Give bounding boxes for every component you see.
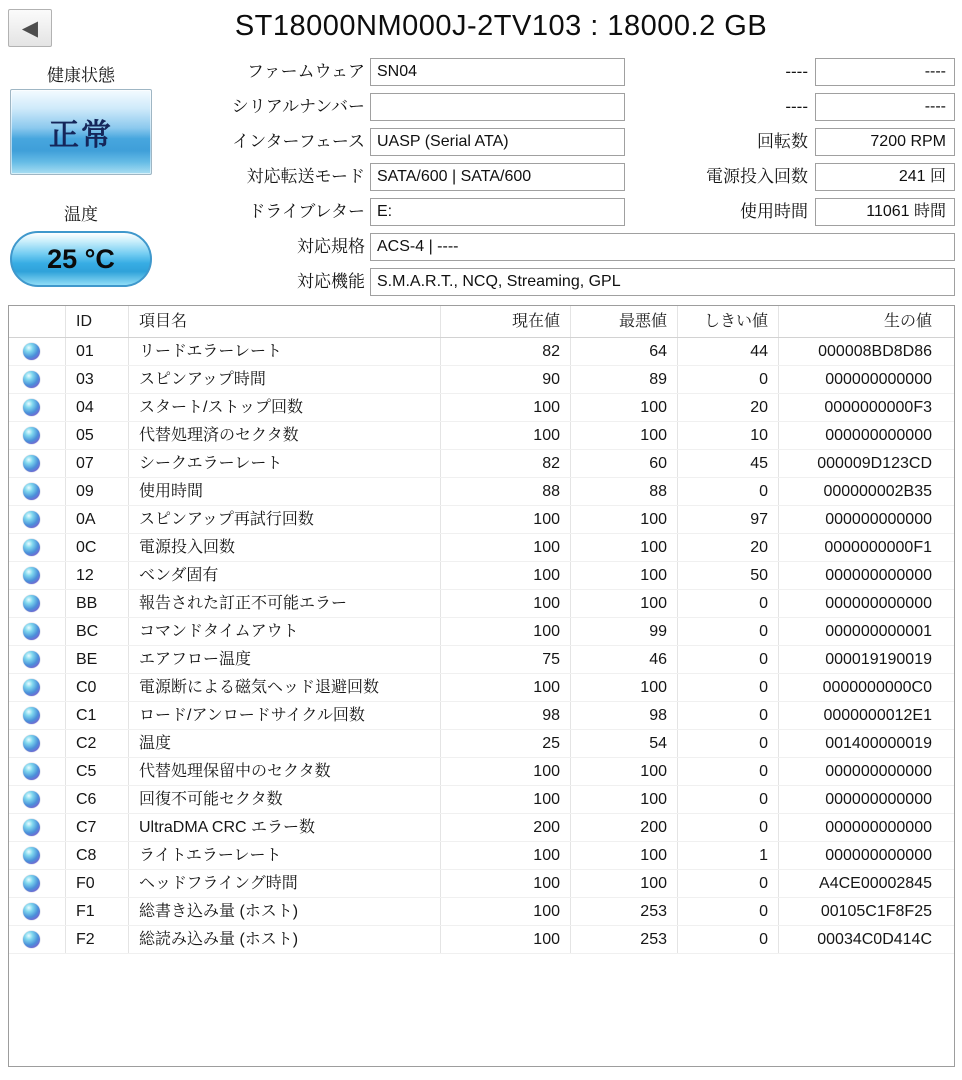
attr-current: 100 <box>441 842 571 869</box>
header-current: 現在値 <box>441 306 571 337</box>
attr-worst: 98 <box>571 702 678 729</box>
attr-raw: 000000000000 <box>825 567 932 584</box>
smart-table-row[interactable] <box>9 674 954 702</box>
attr-threshold: 1 <box>678 842 779 869</box>
stat-field-label: ---- <box>785 97 808 116</box>
attr-threshold: 0 <box>678 814 779 841</box>
info-field-value[interactable]: S.M.A.R.T., NCQ, Streaming, GPL <box>370 268 955 296</box>
attr-current: 100 <box>441 562 571 589</box>
attr-threshold: 20 <box>678 534 779 561</box>
attr-current: 88 <box>441 478 571 505</box>
stat-field-value[interactable]: 7200 RPM <box>815 128 955 156</box>
attr-raw: 00105C1F8F25 <box>820 903 932 920</box>
attr-name: 総読み込み量 (ホスト) <box>129 926 441 953</box>
attr-current: 100 <box>441 422 571 449</box>
attr-raw: 0000000000F1 <box>824 539 932 556</box>
stat-field-value[interactable]: 11061 時間 <box>815 198 955 226</box>
attr-id: 09 <box>66 478 129 505</box>
status-dot-icon <box>23 819 40 836</box>
attr-name: ライトエラーレート <box>129 842 441 869</box>
attr-id: BC <box>66 618 129 645</box>
attr-threshold: 45 <box>678 450 779 477</box>
temperature-label: 温度 <box>64 205 98 224</box>
info-field-value[interactable]: UASP (Serial ATA) <box>370 128 625 156</box>
attr-raw: 000000000000 <box>825 791 932 808</box>
attr-raw: 000000000000 <box>825 763 932 780</box>
stat-field-row <box>630 198 955 226</box>
status-dot-icon <box>23 483 40 500</box>
attr-current: 100 <box>441 590 571 617</box>
smart-table-row[interactable] <box>9 506 954 534</box>
attr-name: 電源断による磁気ヘッド退避回数 <box>129 674 441 701</box>
attr-name: スピンアップ再試行回数 <box>129 506 441 533</box>
attr-current: 100 <box>441 674 571 701</box>
attr-name: 代替処理済のセクタ数 <box>129 422 441 449</box>
attr-raw: 000000002B35 <box>823 483 932 500</box>
attr-raw: 001400000019 <box>825 735 932 752</box>
smart-attribute-table <box>8 305 955 1067</box>
info-field-value[interactable] <box>370 93 625 121</box>
attr-threshold: 0 <box>678 618 779 645</box>
attr-threshold: 0 <box>678 478 779 505</box>
attr-current: 100 <box>441 758 571 785</box>
attr-id: F0 <box>66 870 129 897</box>
smart-table-row[interactable] <box>9 338 954 366</box>
status-dot-icon <box>23 903 40 920</box>
info-field-label: インターフェース <box>232 132 365 151</box>
attr-current: 82 <box>441 338 571 365</box>
status-dot-icon <box>23 511 40 528</box>
info-field-value[interactable]: SN04 <box>370 58 625 86</box>
attr-id: C6 <box>66 786 129 813</box>
status-dot-icon <box>23 623 40 640</box>
attr-name: ロード/アンロードサイクル回数 <box>129 702 441 729</box>
attr-threshold: 97 <box>678 506 779 533</box>
attr-threshold: 0 <box>678 590 779 617</box>
stat-field-row <box>630 58 955 86</box>
health-status-value: 正常 <box>49 119 113 152</box>
attr-id: 05 <box>66 422 129 449</box>
attr-worst: 253 <box>571 926 678 953</box>
back-button[interactable] <box>8 9 52 47</box>
attr-threshold: 0 <box>678 758 779 785</box>
smart-table-body <box>9 338 954 954</box>
stat-field-label: 電源投入回数 <box>706 167 808 186</box>
attr-raw: A4CE00002845 <box>819 875 932 892</box>
page-title: ST18000NM000J-2TV103 : 18000.2 GB <box>234 10 768 42</box>
attr-current: 100 <box>441 394 571 421</box>
stat-field-label: ---- <box>785 62 808 81</box>
attr-raw: 000000000000 <box>825 511 932 528</box>
attr-worst: 54 <box>571 730 678 757</box>
temperature-value: 25 °C <box>47 243 115 274</box>
attr-raw: 000000000000 <box>825 427 932 444</box>
attr-raw: 00034C0D414C <box>817 931 932 948</box>
attr-worst: 253 <box>571 898 678 925</box>
attr-threshold: 50 <box>678 562 779 589</box>
attr-name: スピンアップ時間 <box>129 366 441 393</box>
smart-table-row[interactable] <box>9 590 954 618</box>
stat-field-label: 回転数 <box>757 132 808 151</box>
attr-threshold: 0 <box>678 730 779 757</box>
status-dot-icon <box>23 763 40 780</box>
attr-threshold: 0 <box>678 646 779 673</box>
attr-id: BE <box>66 646 129 673</box>
attr-raw: 000000000000 <box>825 371 932 388</box>
attr-id: 12 <box>66 562 129 589</box>
attr-name: ヘッドフライング時間 <box>129 870 441 897</box>
attr-raw: 0000000000C0 <box>822 679 932 696</box>
smart-table-row[interactable] <box>9 562 954 590</box>
smart-table-row[interactable] <box>9 366 954 394</box>
attr-name: 報告された訂正不可能エラー <box>129 590 441 617</box>
stat-field-row <box>630 128 955 156</box>
stat-field-row <box>630 93 955 121</box>
health-status-button[interactable] <box>10 89 152 175</box>
attr-id: BB <box>66 590 129 617</box>
attr-current: 100 <box>441 870 571 897</box>
smart-table-row[interactable] <box>9 730 954 758</box>
attr-id: C5 <box>66 758 129 785</box>
header-threshold: しきい値 <box>678 306 779 337</box>
info-field-label: シリアルナンバー <box>231 97 365 116</box>
attr-id: 0C <box>66 534 129 561</box>
status-dot-icon <box>23 399 40 416</box>
attr-name: コマンドタイムアウト <box>129 618 441 645</box>
attr-worst: 100 <box>571 506 678 533</box>
attr-threshold: 0 <box>678 870 779 897</box>
smart-table-row[interactable] <box>9 926 954 954</box>
attr-name: UltraDMA CRC エラー数 <box>129 814 441 841</box>
status-dot-icon <box>23 931 40 948</box>
attr-worst: 100 <box>571 674 678 701</box>
smart-table-row[interactable] <box>9 618 954 646</box>
stat-field-value[interactable]: ---- <box>815 58 955 86</box>
attr-id: F2 <box>66 926 129 953</box>
smart-table-row[interactable] <box>9 758 954 786</box>
attr-current: 100 <box>441 786 571 813</box>
attr-worst: 99 <box>571 618 678 645</box>
info-field-value[interactable]: SATA/600 | SATA/600 <box>370 163 625 191</box>
attr-worst: 100 <box>571 534 678 561</box>
attr-name: シークエラーレート <box>129 450 441 477</box>
smart-table-row[interactable] <box>9 786 954 814</box>
attr-name: 電源投入回数 <box>129 534 441 561</box>
attr-current: 100 <box>441 618 571 645</box>
smart-table-row[interactable] <box>9 702 954 730</box>
attr-id: F1 <box>66 898 129 925</box>
attr-threshold: 0 <box>678 786 779 813</box>
attr-id: 03 <box>66 366 129 393</box>
attr-id: 07 <box>66 450 129 477</box>
smart-table-header <box>9 306 954 338</box>
attr-current: 100 <box>441 506 571 533</box>
smart-table-row[interactable] <box>9 422 954 450</box>
attr-worst: 100 <box>571 422 678 449</box>
attr-current: 100 <box>441 534 571 561</box>
attr-current: 100 <box>441 926 571 953</box>
attr-id: C8 <box>66 842 129 869</box>
attr-name: 総書き込み量 (ホスト) <box>129 898 441 925</box>
status-dot-icon <box>23 875 40 892</box>
header-raw: 生の値 <box>883 313 932 330</box>
status-dot-icon <box>23 595 40 612</box>
smart-table-row[interactable] <box>9 870 954 898</box>
attr-current: 100 <box>441 898 571 925</box>
info-field-label: 対応転送モード <box>246 167 365 186</box>
attr-current: 90 <box>441 366 571 393</box>
smart-table-row[interactable] <box>9 842 954 870</box>
stat-field-value[interactable]: 241 回 <box>815 163 955 191</box>
smart-table-row[interactable] <box>9 814 954 842</box>
status-dot-icon <box>23 455 40 472</box>
attr-worst: 64 <box>571 338 678 365</box>
info-field-label: ファームウェア <box>247 62 365 81</box>
header-worst: 最悪値 <box>571 306 678 337</box>
status-dot-icon <box>23 343 40 360</box>
status-dot-icon <box>23 847 40 864</box>
drive-stats-fields <box>630 58 955 233</box>
attr-name: ベンダ固有 <box>129 562 441 589</box>
attr-raw: 000000000000 <box>825 847 932 864</box>
attr-worst: 100 <box>571 562 678 589</box>
header-id: ID <box>66 306 129 337</box>
status-dot-icon <box>23 791 40 808</box>
attr-worst: 88 <box>571 478 678 505</box>
attr-raw: 000008BD8D86 <box>818 343 932 360</box>
info-field-value[interactable]: E: <box>370 198 625 226</box>
info-field-row <box>160 233 955 261</box>
attr-id: C2 <box>66 730 129 757</box>
stat-field-value[interactable]: ---- <box>815 93 955 121</box>
attr-name: エアフロー温度 <box>129 646 441 673</box>
stat-field-row <box>630 163 955 191</box>
attr-worst: 100 <box>571 590 678 617</box>
attr-id: 01 <box>66 338 129 365</box>
status-dot-icon <box>23 427 40 444</box>
attr-current: 98 <box>441 702 571 729</box>
smart-table-row[interactable] <box>9 394 954 422</box>
attr-current: 25 <box>441 730 571 757</box>
attr-id: 04 <box>66 394 129 421</box>
attr-raw: 000009D123CD <box>817 455 932 472</box>
attr-current: 200 <box>441 814 571 841</box>
attr-threshold: 0 <box>678 702 779 729</box>
attr-name: スタート/ストップ回数 <box>129 394 441 421</box>
attr-id: C1 <box>66 702 129 729</box>
attr-id: C0 <box>66 674 129 701</box>
smart-table-row[interactable] <box>9 646 954 674</box>
status-dot-icon <box>23 679 40 696</box>
attr-threshold: 44 <box>678 338 779 365</box>
attr-worst: 100 <box>571 394 678 421</box>
attr-raw: 0000000000F3 <box>824 399 932 416</box>
attr-raw: 000000000001 <box>825 623 932 640</box>
header-name: 項目名 <box>129 306 441 337</box>
attr-worst: 200 <box>571 814 678 841</box>
attr-raw: 0000000012E1 <box>823 707 932 724</box>
attr-current: 75 <box>441 646 571 673</box>
attr-name: 代替処理保留中のセクタ数 <box>129 758 441 785</box>
info-field-label: ドライブレター <box>248 202 365 221</box>
status-dot-icon <box>23 707 40 724</box>
attr-id: 0A <box>66 506 129 533</box>
status-dot-icon <box>23 567 40 584</box>
attr-worst: 100 <box>571 758 678 785</box>
status-dot-icon <box>23 735 40 752</box>
status-dot-icon <box>23 651 40 668</box>
attr-worst: 100 <box>571 786 678 813</box>
attr-threshold: 0 <box>678 898 779 925</box>
attr-current: 82 <box>441 450 571 477</box>
header-status-col <box>9 306 66 337</box>
attr-id: C7 <box>66 814 129 841</box>
status-dot-icon <box>23 371 40 388</box>
attr-threshold: 0 <box>678 926 779 953</box>
attr-worst: 100 <box>571 842 678 869</box>
attr-threshold: 20 <box>678 394 779 421</box>
smart-table-row[interactable] <box>9 450 954 478</box>
attr-worst: 100 <box>571 870 678 897</box>
attr-name: 使用時間 <box>129 478 441 505</box>
attr-threshold: 0 <box>678 674 779 701</box>
attr-name: 温度 <box>129 730 441 757</box>
attr-name: 回復不可能セクタ数 <box>129 786 441 813</box>
back-arrow-icon: ◀ <box>21 16 39 40</box>
stat-field-label: 使用時間 <box>740 202 808 221</box>
attr-raw: 000000000000 <box>825 595 932 612</box>
attr-threshold: 10 <box>678 422 779 449</box>
info-field-label: 対応規格 <box>297 237 365 256</box>
smart-table-row[interactable] <box>9 478 954 506</box>
attr-name: リードエラーレート <box>129 338 441 365</box>
info-field-value[interactable]: ACS-4 | ---- <box>370 233 955 261</box>
temperature-button[interactable] <box>10 231 152 287</box>
smart-table-row[interactable] <box>9 534 954 562</box>
attr-threshold: 0 <box>678 366 779 393</box>
attr-raw: 000000000000 <box>825 819 932 836</box>
attr-worst: 60 <box>571 450 678 477</box>
attr-worst: 46 <box>571 646 678 673</box>
attr-raw: 000019190019 <box>825 651 932 668</box>
attr-worst: 89 <box>571 366 678 393</box>
health-status-label: 健康状態 <box>47 66 115 85</box>
info-field-label: 対応機能 <box>297 272 365 291</box>
smart-table-row[interactable] <box>9 898 954 926</box>
info-field-row <box>160 268 955 296</box>
status-dot-icon <box>23 539 40 556</box>
